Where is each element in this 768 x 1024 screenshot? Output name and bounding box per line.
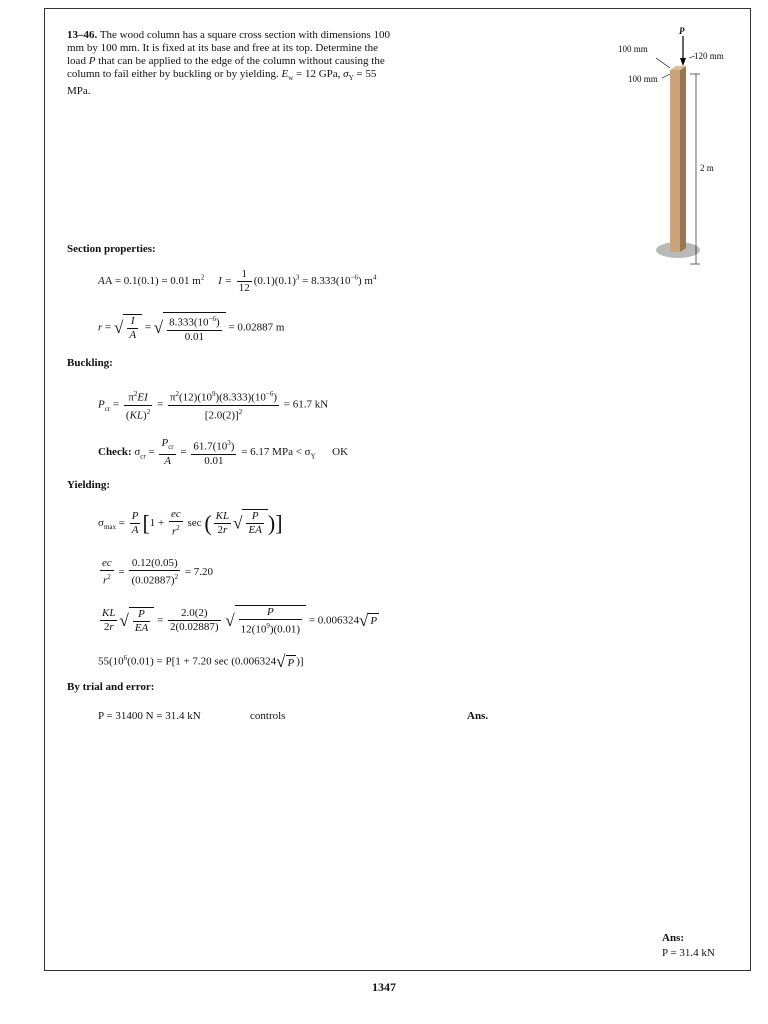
heading-trial-and-error: By trial and error: bbox=[67, 681, 155, 693]
equation-trial: $55(10^6(0.01) = P[1 + 7.20$ sec (0.006324√ P )] bbox=[98, 652, 304, 672]
area-equation: A = 0.1(0.1) = 0.01 m bbox=[104, 275, 201, 288]
problem-number: 13–46. bbox=[67, 29, 98, 41]
load-arrow-head bbox=[680, 58, 686, 66]
figure-dim-120: 120 mm bbox=[694, 51, 724, 61]
column-figure bbox=[610, 28, 740, 268]
problem-text-2: that can be applied to the edge of the column without causing the column to fail either by buckling or by yielding. bbox=[67, 55, 385, 80]
figure-load-label: P bbox=[679, 26, 685, 36]
yield-symbol: σ bbox=[343, 68, 349, 80]
equation-check-stress: Check: $\sigma_{cr}$ = $\frac{P_{cr}}{A}$ = $\frac{61.7(10^3)}{0.01}$ = 6.17 MPa < $\sigma_Y$ OK bbox=[98, 437, 349, 468]
equation-critical-load: $P_{cr}$ = $\frac{\pi^2EI}{(KL)^2}$ = $\frac{\pi^2(12)(10^9)(8.333)(10^{-6})}{[2.0(2)]^2}$ = 61.7 kN bbox=[98, 390, 329, 422]
figure-dim-2m: 2 m bbox=[700, 163, 714, 173]
controls-label: controls bbox=[250, 710, 286, 722]
heading-yielding: Yielding: bbox=[67, 479, 110, 491]
problem-statement bbox=[67, 29, 397, 98]
heading-section-properties: Section properties: bbox=[67, 243, 156, 255]
problem-text-1: The wood column has a square cross section with dimensions 100 mm by 100 mm. It is fixed at its base and free at its top. Determine the load bbox=[67, 29, 391, 67]
equation-final-load: P = 31400 N = 31.4 kN bbox=[98, 710, 201, 722]
answer-box-value: P = 31.4 kN bbox=[662, 947, 715, 959]
inertia-result: = 8.333(10 bbox=[299, 275, 351, 288]
ec-result: = 7.20 bbox=[182, 565, 214, 578]
equation-secant-formula: $\sigma_{max}$ = $\frac{P}{A}$ [1 + $\frac{ec}{r^2}$ sec ( $\frac{KL}{2r}$ √ $\frac{P}{EA}$ )] bbox=[98, 508, 283, 538]
check-result: = 6.17 MPa < σ bbox=[238, 446, 311, 459]
equation-radius-of-gyration: r = √ $\frac{I}{A}$ = √ $\frac{8.333(10^{-6})}{0.01}$ = 0.02887 m bbox=[98, 312, 284, 344]
check-ok: OK bbox=[332, 446, 349, 459]
figure-dim-100-side: 100 mm bbox=[628, 74, 658, 84]
equation-slenderness-term: $\frac{KL}{2r}$ √ $\frac{P}{EA}$ = $\frac{2.0(2)}{2(0.02887)}$ √ $\frac{P}{12(10^9)(0.01)}$ = 0.006324√ P bbox=[102, 606, 378, 636]
column-diagram bbox=[610, 28, 740, 268]
modulus-value: = 12 GPa, bbox=[293, 68, 344, 80]
inertia-rhs: (0.1)(0.1) bbox=[253, 275, 296, 288]
equation-area-inertia: AA = 0.1(0.1) = 0.01 $m^2$ I = $\frac{1}{12}$ $(0.1)(0.1)^3 = 8.333(10^{-6})$ $m^4$ bbox=[98, 268, 377, 294]
critical-load-result: = 61.7 kN bbox=[281, 398, 329, 411]
problem-load-symbol: P bbox=[88, 55, 96, 67]
yield-subscript: Y bbox=[348, 74, 354, 83]
check-label: Check: bbox=[98, 446, 132, 459]
modulus-symbol: E bbox=[281, 68, 289, 80]
radius-result: = 0.02887 m bbox=[225, 321, 285, 334]
dim-leader-top bbox=[656, 58, 670, 68]
heading-buckling: Buckling: bbox=[67, 357, 113, 369]
column-front-face bbox=[670, 70, 680, 252]
equation-eccentricity-ratio: $\frac{ec}{r^2}$ = $\frac{0.12(0.05)}{(0.02887)^2}$ = 7.20 bbox=[102, 557, 214, 587]
column-side-face bbox=[680, 66, 686, 252]
trial-rhs: (0.01) = P[1 + 7.20 sec (0.006324 bbox=[127, 655, 277, 668]
yield-value: = 55 MPa. bbox=[67, 68, 377, 98]
page-number: 1347 bbox=[372, 980, 396, 994]
inertia-lhs: I = bbox=[218, 275, 235, 288]
trial-lhs: 55(10 bbox=[98, 655, 124, 668]
figure-dim-100-top: 100 mm bbox=[618, 44, 648, 54]
dim-leader-side bbox=[662, 74, 670, 78]
slenderness-result: = 0.006324 bbox=[306, 614, 360, 627]
answer-box-label: Ans: bbox=[662, 932, 685, 944]
ans-label: Ans. bbox=[467, 710, 489, 722]
modulus-subscript: w bbox=[288, 74, 294, 83]
